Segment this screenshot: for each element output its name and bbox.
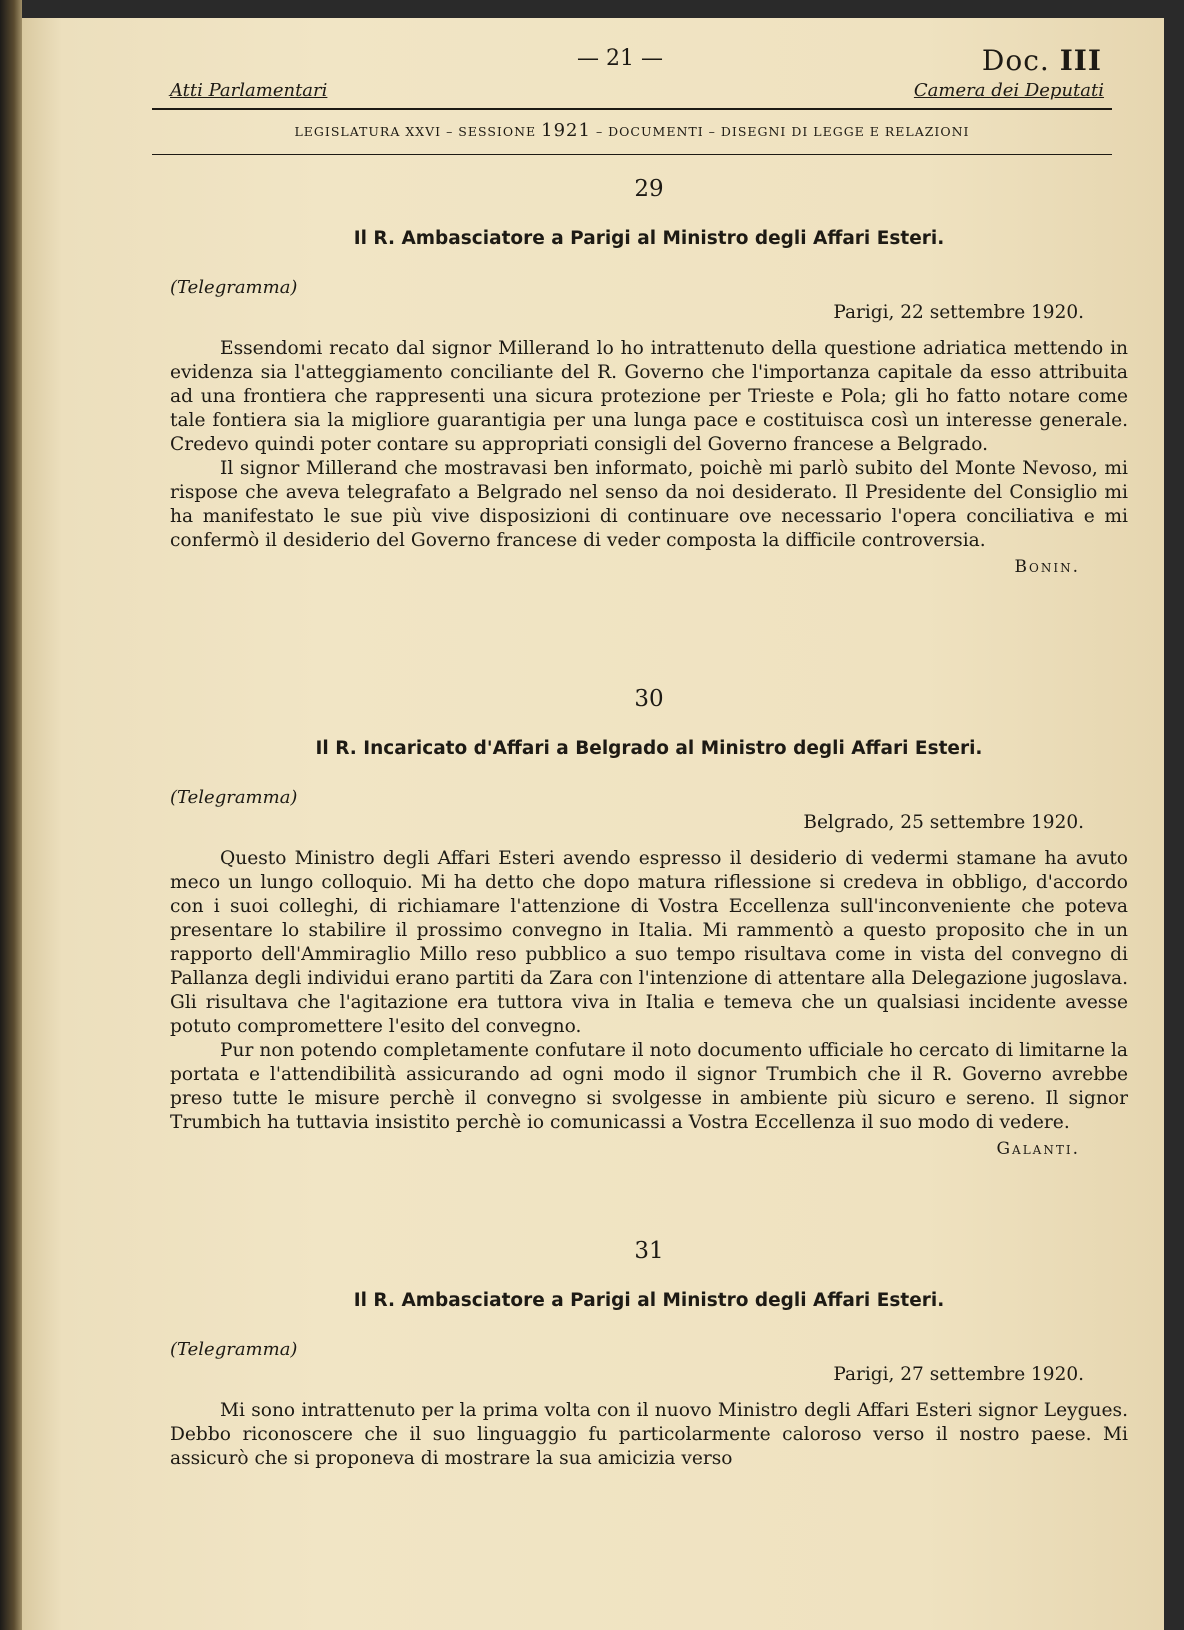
legislature-docs: – DOCUMENTI – DISEGNI DI LEGGE E RELAZIONI xyxy=(595,124,970,139)
legislature-label: LEGISLATURA XXVI – SESSIONE xyxy=(294,124,537,139)
paragraph: Essendomi recato dal signor Millerand lo ho intrattenuto della questione adriatica mettendo in evidenza sia l'atteggiamento conciliante del R. Governo che l'importanza capitale da esso attribuita ad una frontiera che rappresenti una sicura protezione per Trieste e Pola; gli ho fatto notare come tale fontiera sia la migliore guarantigia per una lunga pace e costituisca così un interesse generale. Credevo quindi poter contare su appropriati consigli del Governo francese a Belgrado. xyxy=(170,338,1128,455)
section-type: (Telegramma) xyxy=(170,277,298,298)
paragraph: Pur non potendo completamente confutare il noto documento ufficiale ho cercato di limitarne la portata e l'attendibilità assicurando ad ogni modo il signor Trumbich che il R. Governo avrebbe preso tutte le misure perchè il convegno si svolgesse in ambiente più sicuro e sereno. Il signor Trumbich ha tuttavia insistito perchè io comunicassi a Vostra Eccellenza il suo modo di vedere. xyxy=(170,1040,1128,1133)
legislature-year: 1921 xyxy=(541,120,591,141)
section-body xyxy=(170,337,1128,553)
book-spine xyxy=(0,0,22,1630)
section-body xyxy=(170,1399,1128,1471)
paragraph: Mi sono intrattenuto per la prima volta con il nuovo Ministro degli Affari Esteri signor Leygues. Debbo riconoscere che il suo linguaggio fu particolarmente caloroso verso il nostro paese. Mi assicurò che si proponeva di mostrare la sua amicizia verso xyxy=(170,1400,1128,1469)
signature: Bonin. xyxy=(1014,557,1080,577)
page-number: — 21 — xyxy=(577,46,663,71)
section-date: Parigi, 22 settembre 1920. xyxy=(833,302,1084,323)
header-left: Atti Parlamentari xyxy=(170,80,328,101)
header-right: Camera dei Deputati xyxy=(913,80,1104,101)
doc-reference xyxy=(982,44,1102,77)
section-31 xyxy=(170,1238,1128,1471)
header-rule-top xyxy=(152,108,1112,110)
document-page xyxy=(22,18,1164,1630)
paragraph: Il signor Millerand che mostravasi ben informato, poichè mi parlò subito del Monte Nevoso, mi rispose che aveva telegrafato a Belgrado nel senso da noi desiderato. Il Presidente del Consiglio mi ha manifestato le sue più vive disposizioni di continuare ove necessario l'opera conciliativa e mi confermò il desiderio del Governo francese di veder composta la difficile controversia. xyxy=(170,458,1128,551)
section-30 xyxy=(170,686,1128,1159)
signature: Galanti. xyxy=(996,1139,1080,1159)
paragraph: Questo Ministro degli Affari Esteri avendo espresso il desiderio di vedermi stamane ha avuto meco un lungo colloquio. Mi ha detto che dopo matura riflessione si credeva in obbligo, d'accordo con i suoi colleghi, di richiamare l'attenzione di Vostra Eccellenza sull'inconveniente che poteva presentare lo stabilire il prossimo convegno in Italia. Mi rammentò a questo proposito che in un rapporto dell'Ammiraglio Millo reso pubblico a suo tempo risultava come in vista del convegno di Pallanza degli individui erano partiti da Zara con l'intenzione di attentare alla Delegazione jugoslava. Gli risultava che l'agitazione era tuttora viva in Italia e temeva che un qualsiasi incidente avesse potuto compromettere l'esito del convegno. xyxy=(170,848,1128,1037)
section-title: Il R. Incaricato d'Affari a Belgrado al Ministro degli Affari Esteri. xyxy=(315,738,983,759)
section-number: 31 xyxy=(634,1238,664,1264)
section-type: (Telegramma) xyxy=(170,787,298,808)
section-number: 30 xyxy=(634,686,664,712)
header-rule-bottom xyxy=(152,154,1112,155)
section-body xyxy=(170,847,1128,1135)
legislature-line xyxy=(152,120,1112,141)
section-type: (Telegramma) xyxy=(170,1339,298,1360)
section-title: Il R. Ambasciatore a Parigi al Ministro degli Affari Esteri. xyxy=(353,1290,945,1311)
doc-number: III xyxy=(1059,44,1102,77)
doc-prefix: Doc. xyxy=(981,44,1050,77)
section-number: 29 xyxy=(634,176,664,202)
section-date: Parigi, 27 settembre 1920. xyxy=(833,1364,1084,1385)
section-date: Belgrado, 25 settembre 1920. xyxy=(803,812,1084,833)
section-29 xyxy=(170,176,1128,577)
section-title: Il R. Ambasciatore a Parigi al Ministro degli Affari Esteri. xyxy=(353,228,945,249)
